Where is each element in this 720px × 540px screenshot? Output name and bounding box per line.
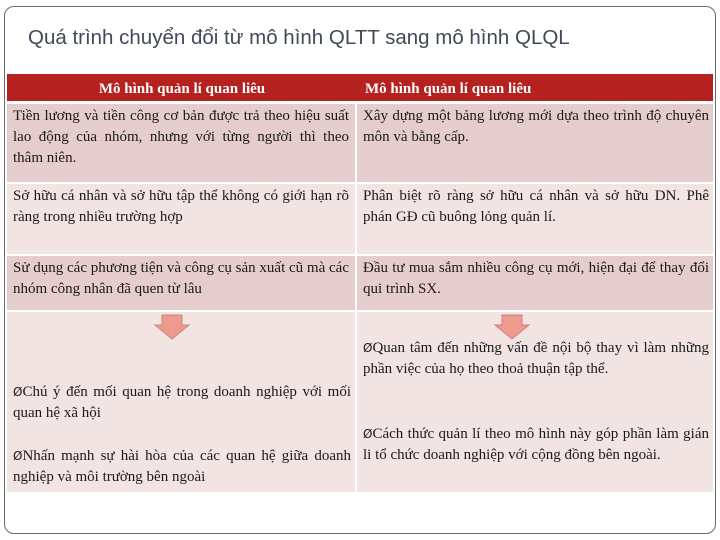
table-header-left: Mô hình quản lí quan liêu	[7, 74, 357, 104]
bullet-arrow-icon: Ø	[13, 385, 23, 399]
outcome-cell-left	[7, 312, 357, 494]
slide-title: Quá trình chuyển đổi từ mô hình QLTT sang mô hình QLQL	[28, 26, 570, 49]
down-arrow-icon	[153, 314, 191, 340]
bullet-arrow-icon: Ø	[13, 449, 23, 463]
table-cell: Sử dụng các phương tiện và công cụ sản xuất cũ mà các nhóm công nhân đã quen từ lâu	[7, 256, 357, 312]
table-header-right: Mô hình quản lí quan liêu	[357, 74, 713, 104]
outcome-cell-right	[357, 312, 713, 494]
table-cell: Đầu tư mua sắm nhiều công cụ mới, hiện đại để thay đổi qui trình SX.	[357, 256, 713, 312]
table-cell: Tiền lương và tiền công cơ bản được trả theo hiệu suất lao động của nhóm, nhưng với từng người thì theo thâm niên.	[7, 104, 357, 184]
table-cell: Sở hữu cá nhân và sở hữu tập thể không có giới hạn rõ ràng trong nhiều trường hợp	[7, 184, 357, 256]
bullet-arrow-icon: Ø	[363, 341, 373, 355]
table-cell: Phân biệt rõ ràng sở hữu cá nhân và sở hữu DN. Phê phán GĐ cũ buông lỏng quản lí.	[357, 184, 713, 256]
down-arrow-icon	[493, 314, 531, 340]
outcome-item: ØChú ý đến mối quan hệ trong doanh nghiệp với mối quan hệ xã hội	[13, 384, 351, 421]
comparison-table	[7, 74, 713, 494]
outcome-item: ØQuan tâm đến những vấn đề nội bộ thay vì làm những phần việc của họ theo thoả thuận tập thể.	[363, 340, 709, 377]
bullet-arrow-icon: Ø	[363, 427, 373, 441]
outcome-item: ØNhấn mạnh sự hài hòa của các quan hệ giữa doanh nghiệp và môi trường bên ngoài	[13, 448, 351, 485]
outcome-item: ØCách thức quản lí theo mô hình này góp phần làm gián li tổ chức doanh nghiệp với cộng đồng bên ngoài.	[363, 426, 709, 463]
table-cell: Xây dựng một bảng lương mới dựa theo trình độ chuyên môn và bằng cấp.	[357, 104, 713, 184]
